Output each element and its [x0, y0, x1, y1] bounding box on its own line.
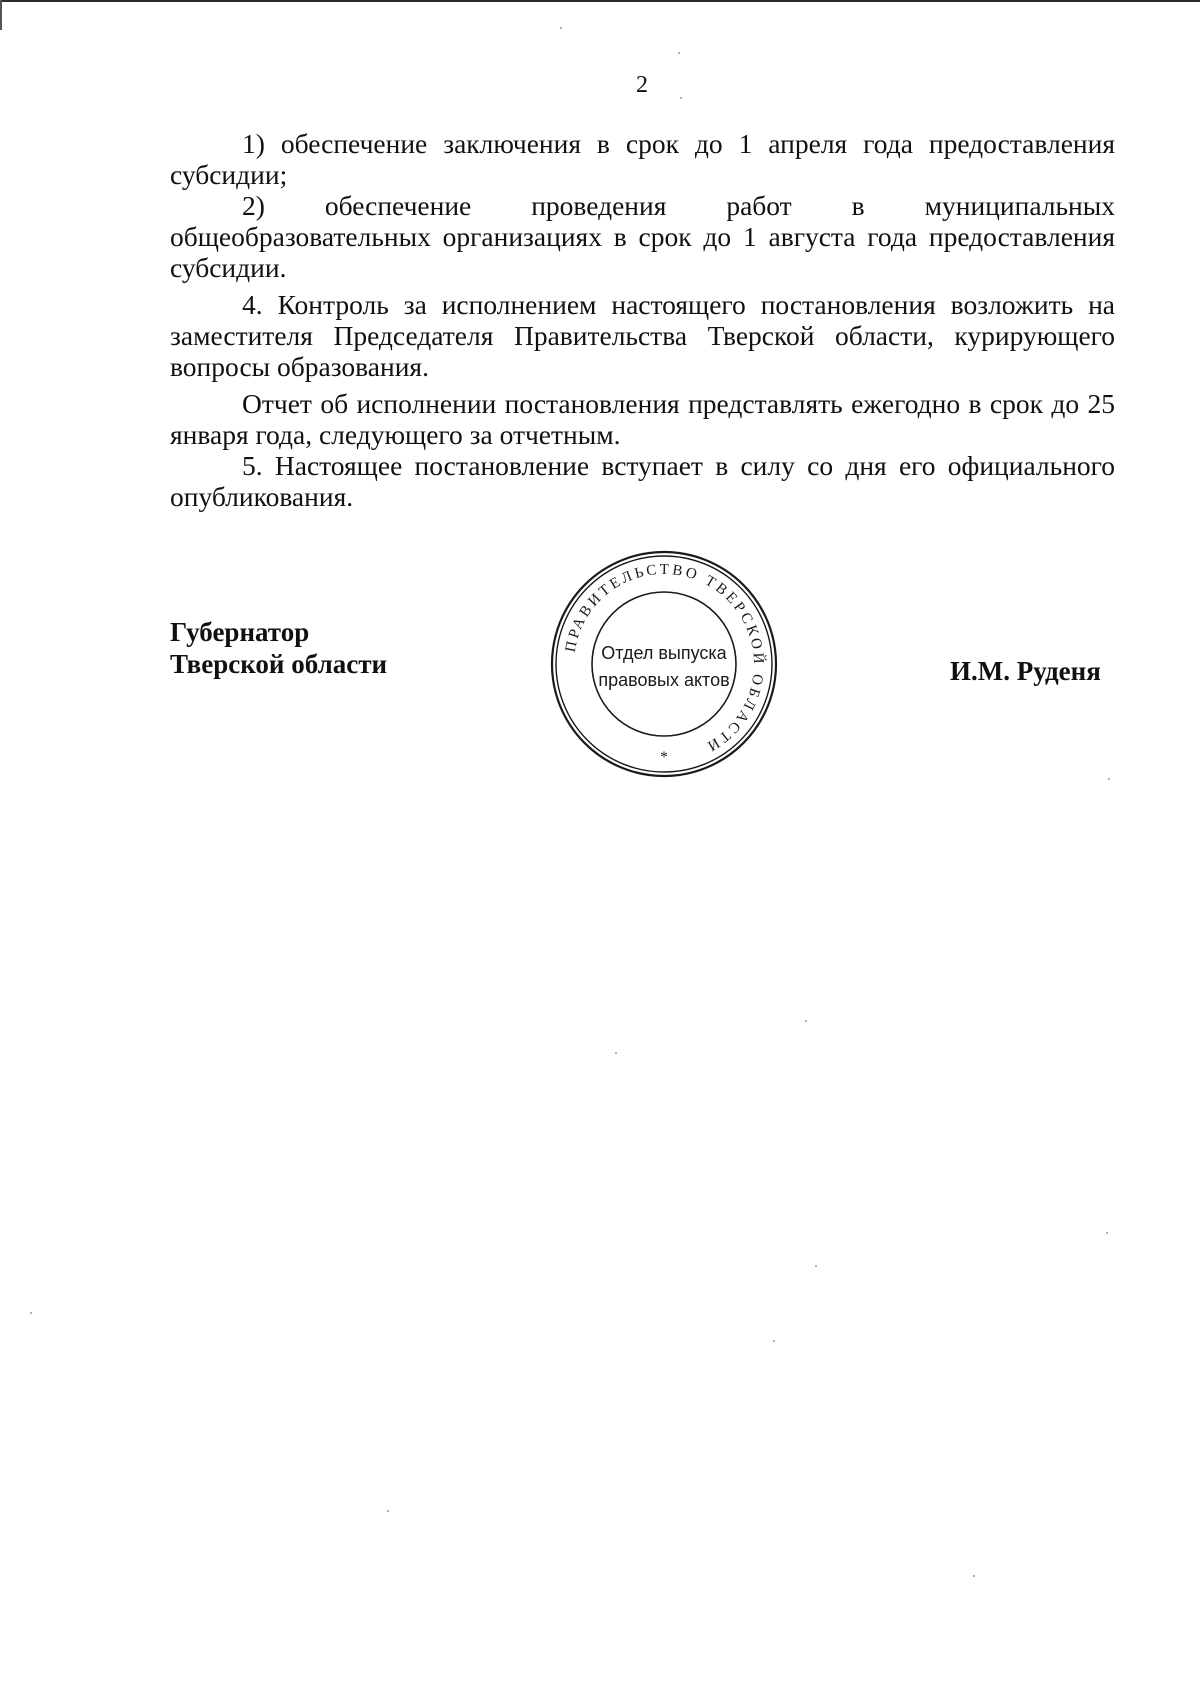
stamp-inner-line-2: правовых актов: [598, 670, 730, 690]
scan-edge-top: [0, 0, 1200, 2]
official-stamp: [548, 548, 780, 780]
scan-edge-left: [0, 0, 2, 30]
scan-speck: [973, 1575, 975, 1577]
scan-speck: [680, 97, 682, 99]
paragraph-5: 5. Настоящее постановление вступает в силу со дня его официального опубликования.: [170, 450, 1115, 512]
signature-title-line-2: Тверской области: [170, 649, 388, 679]
paragraph-1-item-2: 2) обеспечение проведения работ в муниципальных общеобразовательных организациях в срок до 1 августа года предоставления субсидии.: [170, 190, 1115, 283]
stamp-star: *: [660, 749, 668, 766]
scan-speck: [30, 1312, 32, 1314]
scan-speck: [1106, 1232, 1108, 1234]
scan-speck: [615, 1052, 617, 1054]
scan-speck: [387, 1510, 389, 1512]
signature-title-line-1: Губернатор: [170, 617, 310, 647]
signature-title: [170, 616, 387, 680]
scan-speck: [773, 1340, 775, 1342]
scan-speck: [1108, 778, 1110, 780]
scan-speck: [815, 1265, 817, 1267]
signature-name: И.М. Руденя: [950, 656, 1101, 686]
document-body: [170, 128, 1115, 512]
page-number: 2: [636, 72, 648, 98]
scan-speck: [805, 1020, 807, 1022]
paragraph-4: 4. Контроль за исполнением настоящего постановления возложить на заместителя Председателя Правительства Тверской области, курирующего вопросы образования.: [170, 289, 1115, 382]
scan-speck: [678, 52, 680, 54]
stamp-inner-line-1: Отдел выпуска: [601, 643, 727, 663]
stamp-outer-text: ПРАВИТЕЛЬСТВО ТВЕРСКОЙ ОБЛАСТИ: [562, 561, 767, 756]
paragraph-1-item-1: 1) обеспечение заключения в срок до 1 апреля года предоставления субсидии;: [170, 128, 1115, 190]
scan-speck: [560, 27, 562, 29]
paragraph-report: Отчет об исполнении постановления представлять ежегодно в срок до 25 января года, следующего за отчетным.: [170, 388, 1115, 450]
